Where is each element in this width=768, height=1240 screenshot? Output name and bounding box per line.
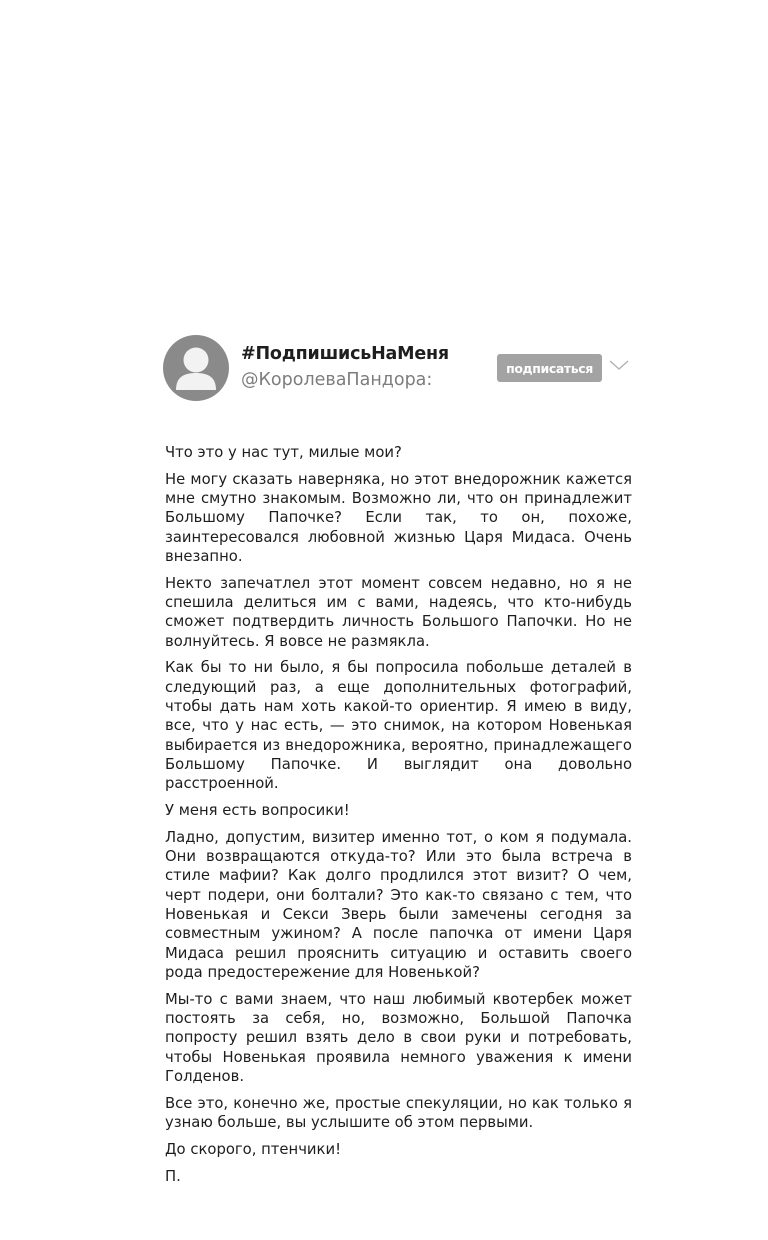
post-paragraph: У меня есть вопросики! xyxy=(165,802,350,820)
chevron-down-icon[interactable] xyxy=(608,357,630,373)
post-paragraph: Мы-то с вами знаем, что наш любимый квотербек может постоять за себя, но, возможно, Большой Папочка попросту решил взять дело в свои руки и потребовать, чтобы Новенькая проявила немного уважения к имени Голденов. xyxy=(165,990,632,1085)
post-paragraph: До скорого, птенчики! xyxy=(165,1140,342,1158)
post-paragraph: Некто запечатлел этот момент совсем недавно, но я не спешила делиться им с вами, надеясь, что кто-нибудь сможет подтвердить личность Большого Папочки. Но не волнуйтесь. Я вовсе не размякла. xyxy=(165,574,632,650)
post-paragraph: Как бы то ни было, я бы попросила побольше деталей в следующий раз, а еще дополнительных фотографий, чтобы дать нам хоть какой-то ориентир. Я имею в виду, все, что у нас есть, — это снимок, на котором Новенькая выбирается из внедорожника, вероятно, принадлежащего Большому Папочке. И выглядит она довольно расстроенной. xyxy=(165,659,632,793)
post-paragraph: Не могу сказать наверняка, но этот внедорожник кажется мне смутно знакомым. Возможно ли, что он принадлежит Большому Папочке? Если так, то он, похоже, заинтересовался любовной жизнью Царя Мидаса. Очень внезапно. xyxy=(165,470,632,565)
subscribe-button[interactable]: подписаться xyxy=(497,354,602,382)
post-paragraph: Все это, конечно же, простые спекуляции, но как только я узнаю больше, вы услышите об этом первыми. xyxy=(165,1094,632,1131)
post-signature: П. xyxy=(165,1167,181,1185)
post-header xyxy=(163,335,643,403)
post-paragraph: Ладно, допустим, визитер именно тот, о ком я подумала. Они возвращаются откуда-то? Или это была встреча в стиле мафии? Как долго продлился этот визит? О чем, черт подери, они болтали? Это как-то связано с тем, что Новенькая и Секси Зверь были замечены сегодня за совместным ужином? А после папочка от имени Царя Мидаса решил прояснить ситуацию и оставить своего рода предостережение для Новенькой? xyxy=(165,828,632,981)
post-paragraph: Что это у нас тут, милые мои? xyxy=(165,444,402,461)
user-avatar-icon[interactable] xyxy=(163,335,229,401)
profile-handle[interactable]: @КоролеваПандора: xyxy=(241,370,433,390)
profile-hashtag[interactable]: #ПодпишисьНаМеня xyxy=(241,344,449,364)
post-body xyxy=(165,443,632,1193)
